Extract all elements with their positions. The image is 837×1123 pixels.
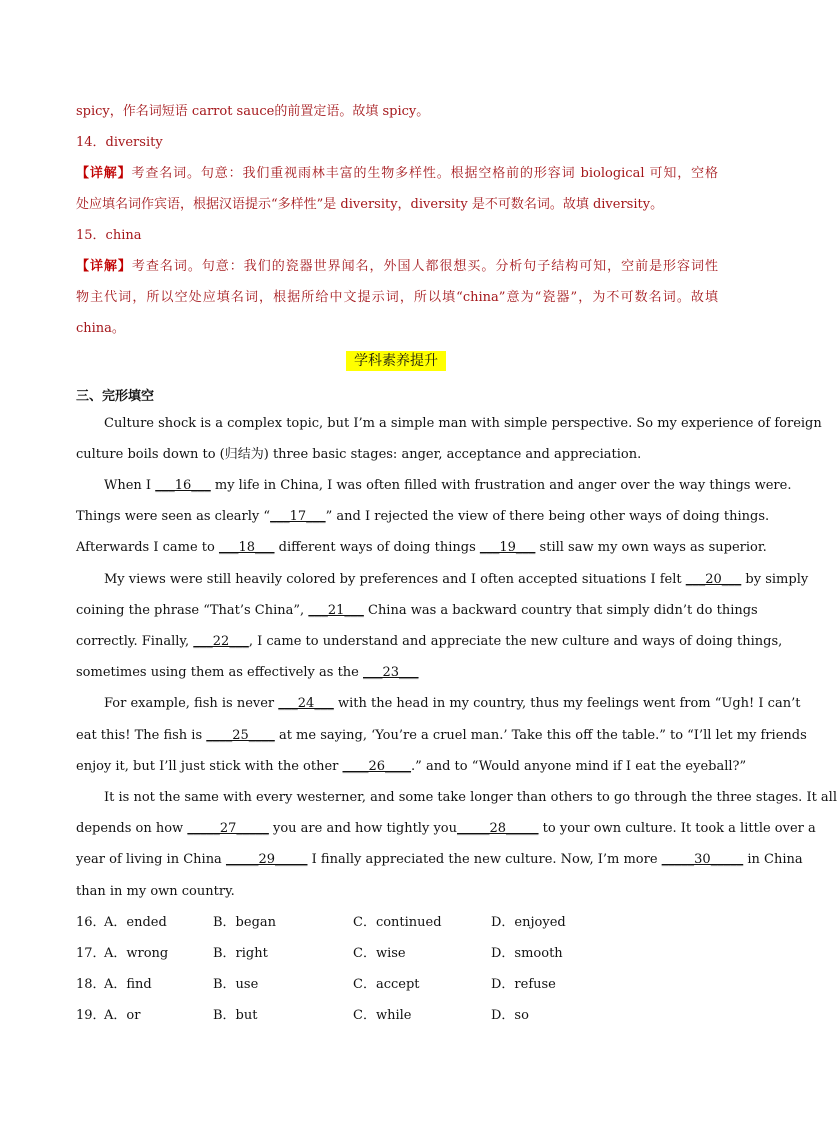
answer-13-continuation: spicy，作名词短语 carrot sauce的前置定语。故填 spicy。 [76,104,430,119]
option-a[interactable]: A．wrong [104,946,169,961]
option-b[interactable]: B．right [213,946,268,961]
blank-24[interactable]: ___24___ [278,696,334,711]
passage-p4-line-3: enjoy it, but I’ll just stick with the other ____26____.” and to “Would anyone mind if I eat the eyeball?” [76,759,747,774]
section-heading-highlight: 学科素养提升 [346,351,446,371]
blank-18[interactable]: ___18___ [218,540,275,555]
answer-15-number: 15．china [76,228,142,243]
question-number: 17． [76,946,106,961]
option-a[interactable]: A．find [104,977,152,992]
option-b[interactable]: B．began [213,915,277,930]
option-c[interactable]: C．continued [353,915,442,930]
passage-p3-line-3: correctly. Finally, ___22___, I came to understand and appreciate the new culture and ways of doing things, [76,634,783,649]
answer-15-explanation-line-1 [76,258,718,276]
option-b[interactable]: B．use [213,977,259,992]
option-b[interactable]: B．but [213,1008,258,1023]
passage-p5-line-4: than in my own country. [76,884,235,899]
blank-22[interactable]: ___22___ [193,634,249,649]
passage-p3-line-2: coining the phrase “That’s China”, ___21___ China was a backward country that simply didn’t do things [76,603,758,618]
passage-p4-line-2: eat this! The fish is ____25____ at me saying, ‘You’re a cruel man.’ Take this off the table.” to “I’ll let my friends [76,728,807,743]
explanation-tag: 【详解】 [76,166,132,181]
passage-p5-line-3: year of living in China _____29_____ I finally appreciated the new culture. Now, I’m more _____30_____ in China [76,852,803,867]
question-number: 18． [76,977,106,992]
option-d[interactable]: D．smooth [491,946,563,961]
explanation-text: 考查名词。句意：我们重视雨林丰富的生物多样性。根据空格前的形容词 biological 可知，空格 [131,166,718,181]
blank-30[interactable]: _____30_____ [661,852,744,867]
passage-p1-line-1: Culture shock is a complex topic, but I’m a simple man with simple perspective. So my experience of foreign [104,416,822,431]
answer-15-explanation-line-3: china。 [76,321,125,336]
passage-p2-line-1: When I ___16___ my life in China, I was often filled with frustration and anger over the way things were. [104,478,792,493]
passage-p1-line-2: culture boils down to (归结为) three basic stages: anger, acceptance and appreciation. [76,447,642,462]
option-c[interactable]: C．accept [353,977,420,992]
blank-26[interactable]: ____26____ [342,759,412,774]
answer-14-number: 14．diversity [76,135,163,150]
answer-15-explanation-line-2: 物主代词，所以空处应填名词，根据所给中文提示词，所以填“china”意为“瓷器”，为不可数名词。故填 [76,290,718,305]
passage-p2-line-2: Things were seen as clearly “___17___” and I rejected the view of there being other ways of doing things. [76,509,770,524]
blank-19[interactable]: ___19___ [479,540,536,555]
blank-20[interactable]: ___20___ [685,572,742,587]
passage-p5-line-2: depends on how _____27_____ you are and how tightly you_____28_____ to your own culture. It took a little over a [76,821,816,836]
answer-14-explanation-line-1 [76,165,718,183]
passage-p3-line-1: My views were still heavily colored by preferences and I often accepted situations I felt ___20___ by simply [104,572,809,587]
blank-17[interactable]: ___17___ [270,509,326,524]
blank-29[interactable]: _____29_____ [225,852,308,867]
explanation-tag: 【详解】 [76,259,132,274]
blank-16[interactable]: ___16___ [155,478,211,493]
blank-28[interactable]: _____28_____ [457,821,539,836]
question-number: 16． [76,915,106,930]
passage-p4-line-1: For example, fish is never ___24___ with the head in my country, thus my feelings went from “Ugh! I can’t [104,696,801,711]
answer-14-explanation-line-2: 处应填名词作宾语，根据汉语提示“多样性”是 diversity，diversity 是不可数名词。故填 diversity。 [76,197,664,212]
section-title: 三、完形填空 [76,389,155,404]
option-d[interactable]: D．enjoyed [491,915,566,930]
option-a[interactable]: A．or [104,1008,141,1023]
explanation-text: 考查名词。句意：我们的瓷器世界闻名，外国人都很想买。分析句子结构可知，空前是形容词性 [131,259,718,274]
passage-p3-line-4: sometimes using them as effectively as the ___23___ [76,665,419,680]
passage-p2-line-3: Afterwards I came to ___18___ different ways of doing things ___19___ still saw my own ways as superior. [76,540,767,555]
passage-p5-line-1: It is not the same with every westerner, and some take longer than others to go through the three stages. It all [104,790,837,805]
option-d[interactable]: D．so [491,1008,529,1023]
blank-21[interactable]: ___21___ [308,603,364,618]
blank-23[interactable]: ___23___ [363,665,419,680]
option-d[interactable]: D．refuse [491,977,556,992]
option-c[interactable]: C．wise [353,946,406,961]
blank-25[interactable]: ____25____ [206,728,275,743]
question-number: 19． [76,1008,106,1023]
option-c[interactable]: C．while [353,1008,412,1023]
blank-27[interactable]: _____27_____ [187,821,269,836]
option-a[interactable]: A．ended [104,915,167,930]
